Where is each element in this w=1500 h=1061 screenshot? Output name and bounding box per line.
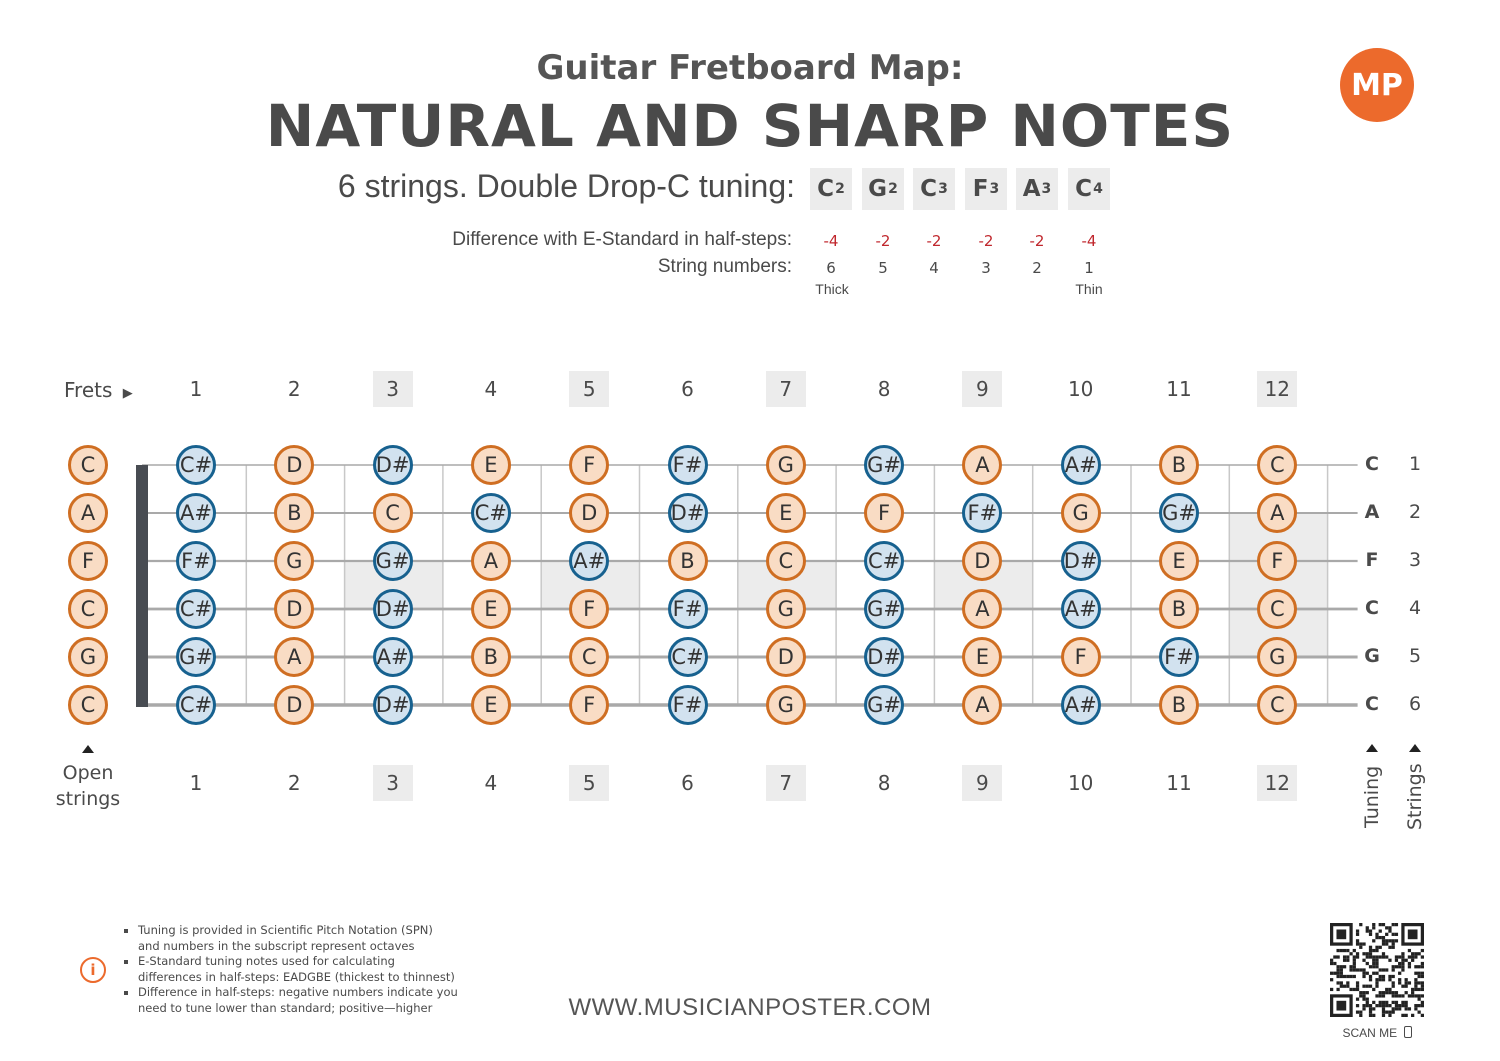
note-marker: C#: [176, 589, 216, 629]
right-string-number: 6: [1408, 693, 1422, 715]
string-number-value: 4: [929, 259, 939, 277]
page-title: NATURAL AND SHARP NOTES: [265, 92, 1235, 160]
fret-number: 12: [1257, 371, 1297, 407]
tuning-note-box: A 3: [1016, 168, 1058, 210]
right-string-number: 3: [1408, 549, 1422, 571]
triangle-up-icon: [1409, 744, 1421, 752]
phone-icon: [1404, 1026, 1412, 1038]
note-marker: C: [1257, 685, 1297, 725]
right-tuning-note: C: [1365, 453, 1379, 475]
tuning-note-box: C 2: [810, 168, 852, 210]
right-string-number: 2: [1408, 501, 1422, 523]
string-number-value: 6: [826, 259, 836, 277]
note-marker: C#: [864, 541, 904, 581]
info-icon: i: [80, 957, 106, 983]
note-marker: C: [1257, 589, 1297, 629]
note-marker: F: [569, 589, 609, 629]
diff-value: -4: [823, 232, 839, 250]
tuning-note-box: C 4: [1068, 168, 1110, 210]
note-marker: F: [569, 445, 609, 485]
footnote-item: ▪ Tuning is provided in Scientific Pitch Notation (SPN) and numbers in the subscript represent octaves: [138, 923, 458, 954]
note-marker: G#: [373, 541, 413, 581]
note-marker: D#: [864, 637, 904, 677]
fret-number: 4: [484, 771, 498, 795]
note-marker: G: [1257, 637, 1297, 677]
note-marker: F#: [668, 445, 708, 485]
fret-number: 9: [962, 371, 1002, 407]
note-marker: E: [1159, 541, 1199, 581]
note-marker: A#: [1061, 685, 1101, 725]
note-marker: F#: [1159, 637, 1199, 677]
fret-number: 2: [287, 377, 301, 401]
note-marker: A: [962, 685, 1002, 725]
diff-value: -2: [875, 232, 891, 250]
note-marker: A#: [373, 637, 413, 677]
note-marker: B: [471, 637, 511, 677]
fret-number: 7: [766, 371, 806, 407]
thick-label: Thick: [815, 281, 849, 297]
note-marker: B: [1159, 589, 1199, 629]
string-number-value: 5: [878, 259, 888, 277]
note-marker: G: [766, 589, 806, 629]
right-tuning-note: C: [1365, 597, 1379, 619]
tuning-note-box: F 3: [965, 168, 1007, 210]
note-marker: A#: [176, 493, 216, 533]
note-marker: C: [766, 541, 806, 581]
note-marker: G: [1061, 493, 1101, 533]
fret-number: 2: [287, 771, 301, 795]
note-marker: G#: [176, 637, 216, 677]
strings-axis-label: Strings: [1404, 763, 1426, 830]
fret-number: 10: [1067, 771, 1094, 795]
note-marker: G#: [864, 589, 904, 629]
qr-code-icon[interactable]: [1330, 923, 1424, 1017]
note-marker: A: [1257, 493, 1297, 533]
fret-number: 8: [877, 771, 891, 795]
note-marker: D#: [1061, 541, 1101, 581]
note-marker: G#: [864, 445, 904, 485]
triangle-up-icon: [1366, 744, 1378, 752]
note-marker: G#: [1159, 493, 1199, 533]
note-marker: D#: [668, 493, 708, 533]
fret-number: 3: [373, 765, 413, 801]
note-marker: D#: [373, 445, 413, 485]
note-marker: F: [569, 685, 609, 725]
tuning-label: 6 strings. Double Drop-C tuning:: [337, 168, 795, 204]
note-marker: A: [962, 445, 1002, 485]
right-tuning-note: F: [1365, 549, 1379, 571]
right-tuning-note: G: [1364, 645, 1380, 667]
diff-value: -2: [1029, 232, 1045, 250]
fret-number: 8: [877, 377, 891, 401]
note-marker: C#: [176, 445, 216, 485]
arrow-right-icon: ▶: [122, 386, 133, 401]
thin-label: Thin: [1075, 281, 1103, 297]
note-marker: C: [1257, 445, 1297, 485]
fret-number: 12: [1257, 765, 1297, 801]
fret-number: 11: [1166, 771, 1192, 795]
note-marker: G#: [864, 685, 904, 725]
string-number-value: 1: [1084, 259, 1094, 277]
note-marker: D: [274, 589, 314, 629]
open-note-marker: F: [68, 541, 108, 581]
note-marker: G: [766, 685, 806, 725]
right-tuning-note: A: [1364, 501, 1380, 523]
diff-value: -4: [1081, 232, 1097, 250]
right-tuning-note: C: [1365, 693, 1379, 715]
note-marker: E: [962, 637, 1002, 677]
fret-number: 4: [484, 377, 498, 401]
note-marker: B: [1159, 685, 1199, 725]
note-marker: D: [274, 445, 314, 485]
footnote-item: ▪ Difference in half-steps: negative numbers indicate you need to tune lower than standard; positive—higher: [138, 985, 458, 1016]
fret-number: 6: [681, 377, 694, 401]
note-marker: F#: [668, 589, 708, 629]
brand-logo[interactable]: MP: [1340, 48, 1414, 122]
note-marker: F#: [962, 493, 1002, 533]
note-marker: C#: [471, 493, 511, 533]
fret-marker: [1229, 513, 1327, 657]
string-numbers-label: String numbers:: [657, 256, 792, 277]
fret-number: 9: [962, 765, 1002, 801]
diff-label: Difference with E-Standard in half-steps:: [452, 229, 792, 250]
fret-number: 5: [569, 371, 609, 407]
right-string-number: 5: [1408, 645, 1422, 667]
right-string-number: 1: [1408, 453, 1422, 475]
triangle-up-icon: [82, 745, 94, 753]
website-link[interactable]: WWW.MUSICIANPOSTER.COM: [568, 994, 932, 1021]
note-marker: B: [668, 541, 708, 581]
note-marker: E: [471, 685, 511, 725]
open-strings-label: Open strings: [55, 762, 121, 810]
footnote-item: ▪ E-Standard tuning notes used for calculating differences in half-steps: EADGBE (thickest to thinnest): [138, 954, 458, 985]
note-marker: E: [766, 493, 806, 533]
note-marker: D: [569, 493, 609, 533]
tuning-axis-label: Tuning: [1361, 765, 1383, 828]
note-marker: B: [1159, 445, 1199, 485]
note-marker: F#: [668, 685, 708, 725]
note-marker: C#: [668, 637, 708, 677]
note-marker: A#: [1061, 445, 1101, 485]
diff-value: -2: [926, 232, 942, 250]
note-marker: D#: [373, 685, 413, 725]
note-marker: A: [962, 589, 1002, 629]
tuning-note-box: G 2: [862, 168, 904, 210]
tuning-note-box: C 3: [913, 168, 955, 210]
scan-me-label: SCAN ME: [1330, 1026, 1424, 1040]
note-marker: A: [274, 637, 314, 677]
note-marker: E: [471, 445, 511, 485]
fret-number: 10: [1067, 377, 1094, 401]
open-note-marker: C: [68, 445, 108, 485]
fret-number: 7: [766, 765, 806, 801]
open-note-marker: C: [68, 589, 108, 629]
note-marker: E: [471, 589, 511, 629]
nut: [136, 465, 148, 707]
note-marker: F: [864, 493, 904, 533]
note-marker: F#: [176, 541, 216, 581]
diff-value: -2: [978, 232, 994, 250]
open-note-marker: A: [68, 493, 108, 533]
fret-number: 1: [189, 377, 203, 401]
note-marker: A: [471, 541, 511, 581]
note-marker: D#: [373, 589, 413, 629]
fret-number: 6: [681, 771, 694, 795]
note-marker: D: [962, 541, 1002, 581]
right-string-number: 4: [1408, 597, 1422, 619]
fret-number: 11: [1166, 377, 1192, 401]
fret-number: 3: [373, 371, 413, 407]
frets-label: Frets ▶: [64, 378, 133, 402]
note-marker: C: [569, 637, 609, 677]
string-number-value: 3: [981, 259, 991, 277]
note-marker: D: [766, 637, 806, 677]
note-marker: D: [274, 685, 314, 725]
note-marker: A#: [569, 541, 609, 581]
open-note-marker: G: [68, 637, 108, 677]
note-marker: C#: [176, 685, 216, 725]
note-marker: F: [1061, 637, 1101, 677]
string-number-value: 2: [1032, 259, 1042, 277]
note-marker: G: [766, 445, 806, 485]
note-marker: C: [373, 493, 413, 533]
note-marker: B: [274, 493, 314, 533]
note-marker: A#: [1061, 589, 1101, 629]
subtitle: Guitar Fretboard Map:: [536, 48, 964, 88]
note-marker: G: [274, 541, 314, 581]
fret-number: 1: [189, 771, 203, 795]
open-note-marker: C: [68, 685, 108, 725]
fret-number: 5: [569, 765, 609, 801]
note-marker: F: [1257, 541, 1297, 581]
